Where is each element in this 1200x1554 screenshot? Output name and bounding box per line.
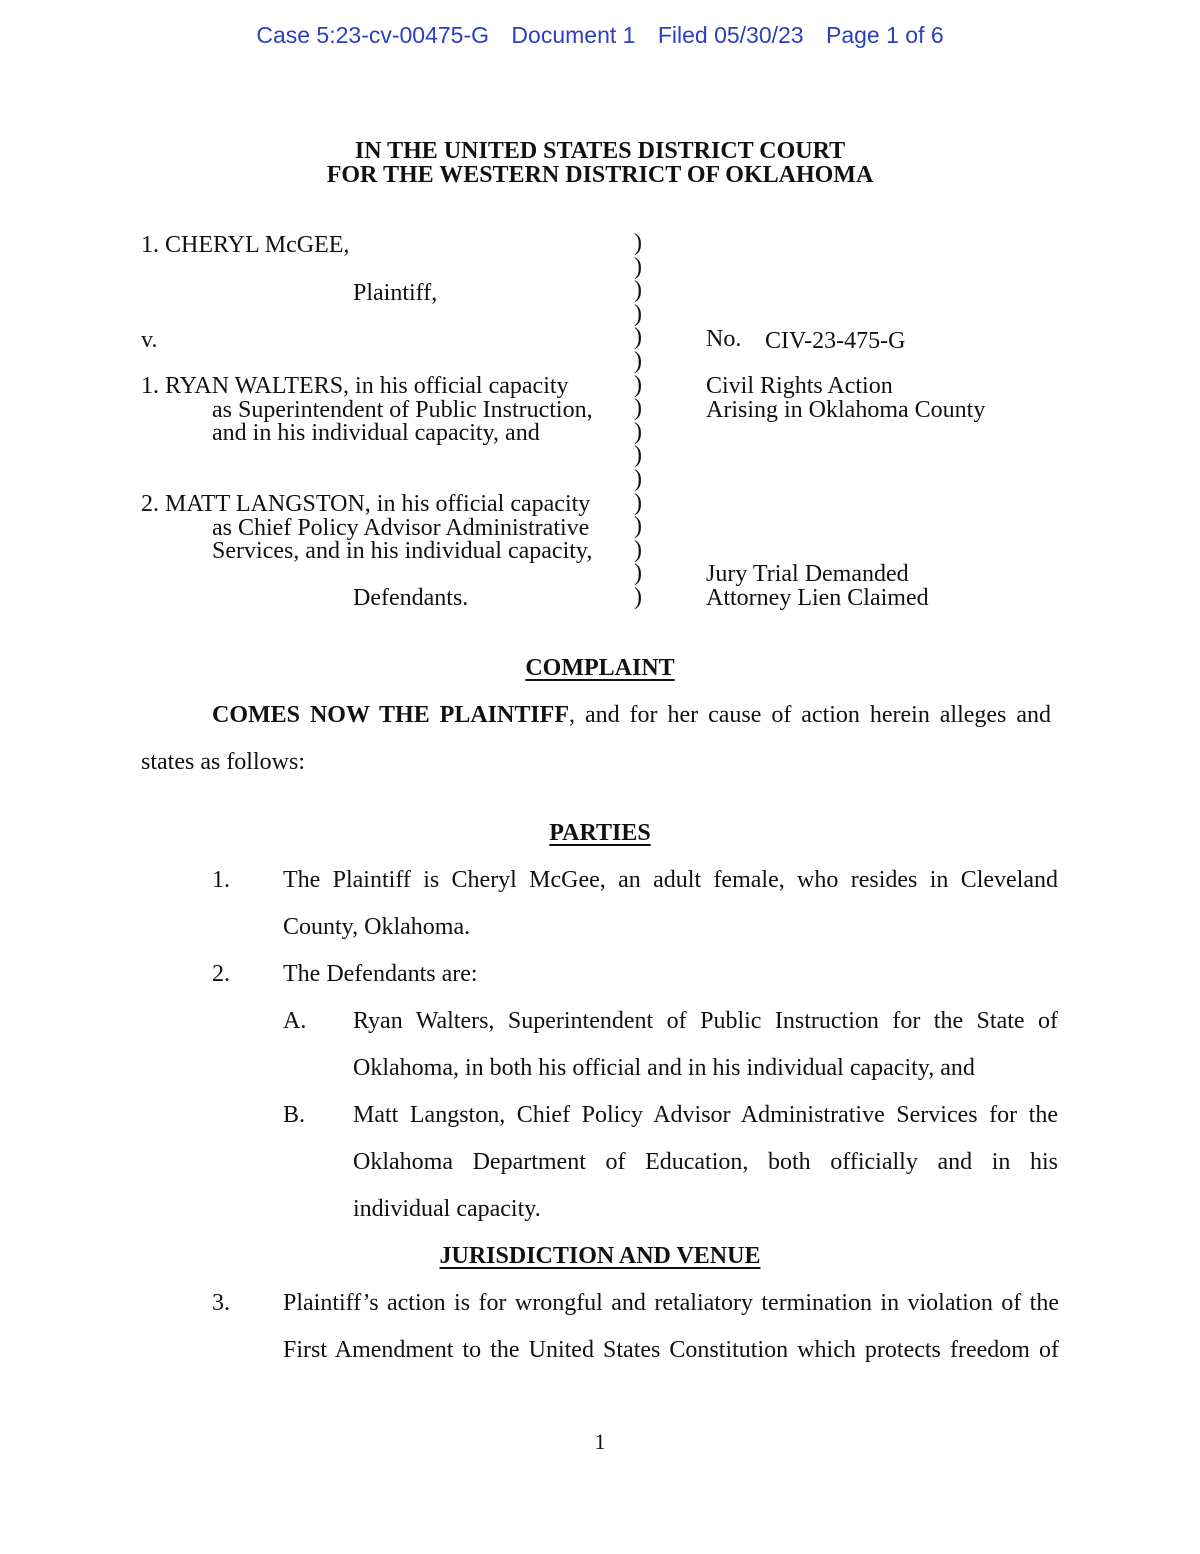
case-no-value: CIV-23-475-G [765,328,906,354]
court-title-line-2: FOR THE WESTERN DISTRICT OF OKLAHOMA [326,162,874,188]
defendant-2-line-1: 2. MATT LANGSTON, in his official capacity [141,491,591,517]
paragraph-1-line-2: County, Oklahoma. [283,914,471,940]
page-number: 1 [594,1429,606,1454]
defendants-role: Defendants. [353,585,469,611]
intro-line-2: states as follows: [141,749,305,775]
defendant-2-line-3: Services, and in his individual capacity, [212,538,593,564]
parties-heading: PARTIES [549,820,651,846]
plaintiff-role: Plaintiff, [353,280,438,306]
paragraph-1-line-1: The Plaintiff is Cheryl McGee, an adult female, who resides in Cleveland [283,867,1058,893]
paragraph-3-number: 3. [212,1290,230,1316]
page-count-stamp: Page 1 of 6 [826,22,944,48]
paragraph-3-line-1: Plaintiff’s action is for wrongful and retaliatory termination in violation of the [283,1290,1059,1316]
document-number-stamp: Document 1 [511,22,636,48]
defendant-b-line-2: Oklahoma Department of Education, both officially and in his [353,1149,1058,1175]
defendant-1-line-2: as Superintendent of Public Instruction, [212,397,593,423]
defendant-1-line-1: 1. RYAN WALTERS, in his official capacity [141,373,569,399]
defendant-b-line-1: Matt Langston, Chief Policy Advisor Administrative Services for the [353,1102,1058,1128]
defendant-1-line-3: and in his individual capacity, and [212,420,540,446]
paragraph-3-line-2: First Amendment to the United States Constitution which protects freedom of [283,1337,1059,1363]
plaintiff-name: 1. CHERYL McGEE, [141,232,350,258]
defendant-a-label: A. [283,1008,307,1034]
action-type-line-1: Civil Rights Action [706,373,893,399]
jurisdiction-heading: JURISDICTION AND VENUE [439,1243,761,1269]
case-no-label: No. [706,326,742,352]
caption-parentheses: ) ) ) ) ) ) ) ) ) ) ) ) ) ) ) ) [634,230,642,610]
paragraph-2-text: The Defendants are: [283,961,478,987]
paragraph-1-number: 1. [212,867,230,893]
defendant-2-line-2: as Chief Policy Advisor Administrative [212,515,590,541]
attorney-lien: Attorney Lien Claimed [706,585,929,611]
defendant-a-line-2: Oklahoma, in both his official and in his individual capacity, and [353,1055,975,1081]
filed-date-stamp: Filed 05/30/23 [657,22,804,48]
defendant-a-line-1: Ryan Walters, Superintendent of Public Instruction for the State of [353,1008,1058,1034]
paragraph-2-number: 2. [212,961,230,987]
intro-bold: COMES NOW THE PLAINTIFF [212,702,570,728]
complaint-heading: COMPLAINT [525,655,675,681]
court-title-line-1: IN THE UNITED STATES DISTRICT COURT [354,138,846,164]
jury-demand: Jury Trial Demanded [706,561,909,587]
intro-rest: , and for her cause of action herein alleges and [569,702,1051,728]
defendant-b-line-3: individual capacity. [353,1196,541,1222]
ecf-header [0,22,1200,49]
intro-line-1 [212,702,1051,729]
case-number-stamp: Case 5:23-cv-00475-G [256,22,490,48]
defendant-b-label: B. [283,1102,306,1128]
action-type-line-2: Arising in Oklahoma County [706,397,986,423]
versus: v. [141,327,158,353]
